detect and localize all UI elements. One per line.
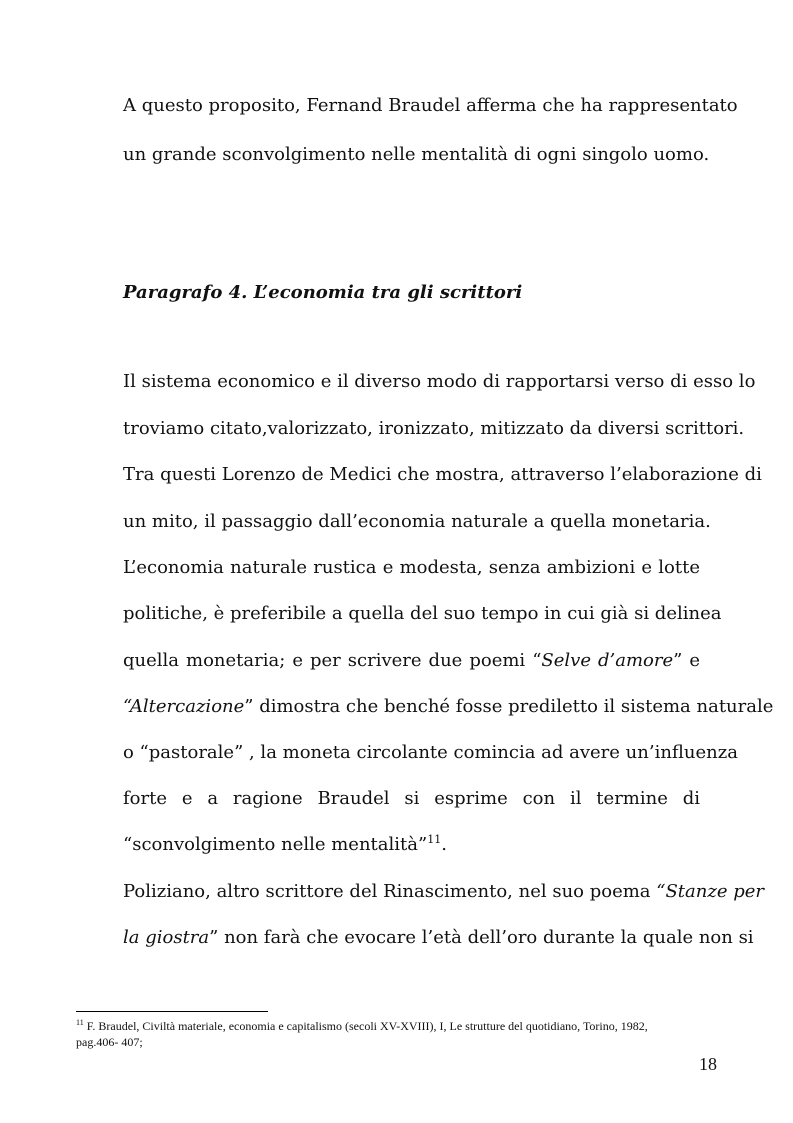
page-number: 18 bbox=[699, 1054, 717, 1074]
body-line-13 bbox=[123, 926, 754, 950]
intro-line-1: A questo proposito, Fernand Braudel afferma che ha rappresentato bbox=[123, 95, 738, 116]
text-run: ” dimostra che benché fosse prediletto il sistema naturale bbox=[244, 696, 774, 717]
work-title-altercazione: Altercazione bbox=[129, 696, 245, 717]
work-title-stanze-part2: la giostra bbox=[123, 927, 210, 948]
footnote-line-2: pag.406- 407; bbox=[76, 1035, 143, 1049]
section-heading: Paragrafo 4. L’economia tra gli scrittori bbox=[123, 282, 523, 303]
body-line-5: L’economia naturale rustica e modesta, senza ambizioni e lotte bbox=[123, 557, 700, 578]
text-run: quella monetaria; e per scrivere due poemi “ bbox=[123, 650, 542, 671]
text-run: “sconvolgimento nelle mentalità” bbox=[123, 834, 428, 855]
text-run: . bbox=[441, 834, 447, 855]
body-line-1: Il sistema economico e il diverso modo di rapportarsi verso di esso lo bbox=[123, 371, 756, 392]
text-run: Poliziano, altro scrittore del Rinascimento, nel suo poema bbox=[123, 881, 657, 902]
intro-line-2: un grande sconvolgimento nelle mentalità di ogni singolo uomo. bbox=[123, 144, 710, 165]
body-line-2: troviamo citato,valorizzato, ironizzato, mitizzato da diversi scrittori. bbox=[123, 418, 745, 439]
text-run: “ bbox=[123, 696, 130, 717]
footnote-divider bbox=[76, 1011, 268, 1012]
body-line-4: un mito, il passaggio dall’economia naturale a quella monetaria. bbox=[123, 511, 711, 532]
footnote-number: 11 bbox=[76, 1018, 84, 1027]
work-title-selve-damore: Selve d’amore bbox=[541, 650, 674, 671]
footnote-text: F. Braudel, Civiltà materiale, economia e capitalismo (secoli XV-XVIII), I, Le strutture del quotidiano, Torino, 1982, bbox=[83, 1019, 648, 1033]
text-run: ” e bbox=[673, 650, 700, 671]
text-run: ” non farà che evocare l’età dell’oro durante la quale non si bbox=[209, 927, 754, 948]
body-line-3: Tra questi Lorenzo de Medici che mostra, attraverso l’elaborazione di bbox=[123, 464, 762, 485]
body-line-9: o “pastorale” , la moneta circolante comincia ad avere un’influenza bbox=[123, 742, 738, 763]
work-title-stanze-part1: “Stanze per bbox=[656, 881, 764, 902]
body-line-11 bbox=[123, 833, 700, 857]
body-line-10: forte e a ragione Braudel si esprime con il termine di bbox=[123, 788, 700, 809]
body-line-7 bbox=[123, 649, 700, 673]
body-line-8 bbox=[123, 695, 774, 719]
body-line-12 bbox=[123, 880, 764, 904]
footnote-line-1 bbox=[76, 1018, 716, 1034]
footnote-reference[interactable]: 11 bbox=[427, 833, 442, 846]
body-line-6: politiche, è preferibile a quella del suo tempo in cui già si delinea bbox=[123, 603, 722, 624]
